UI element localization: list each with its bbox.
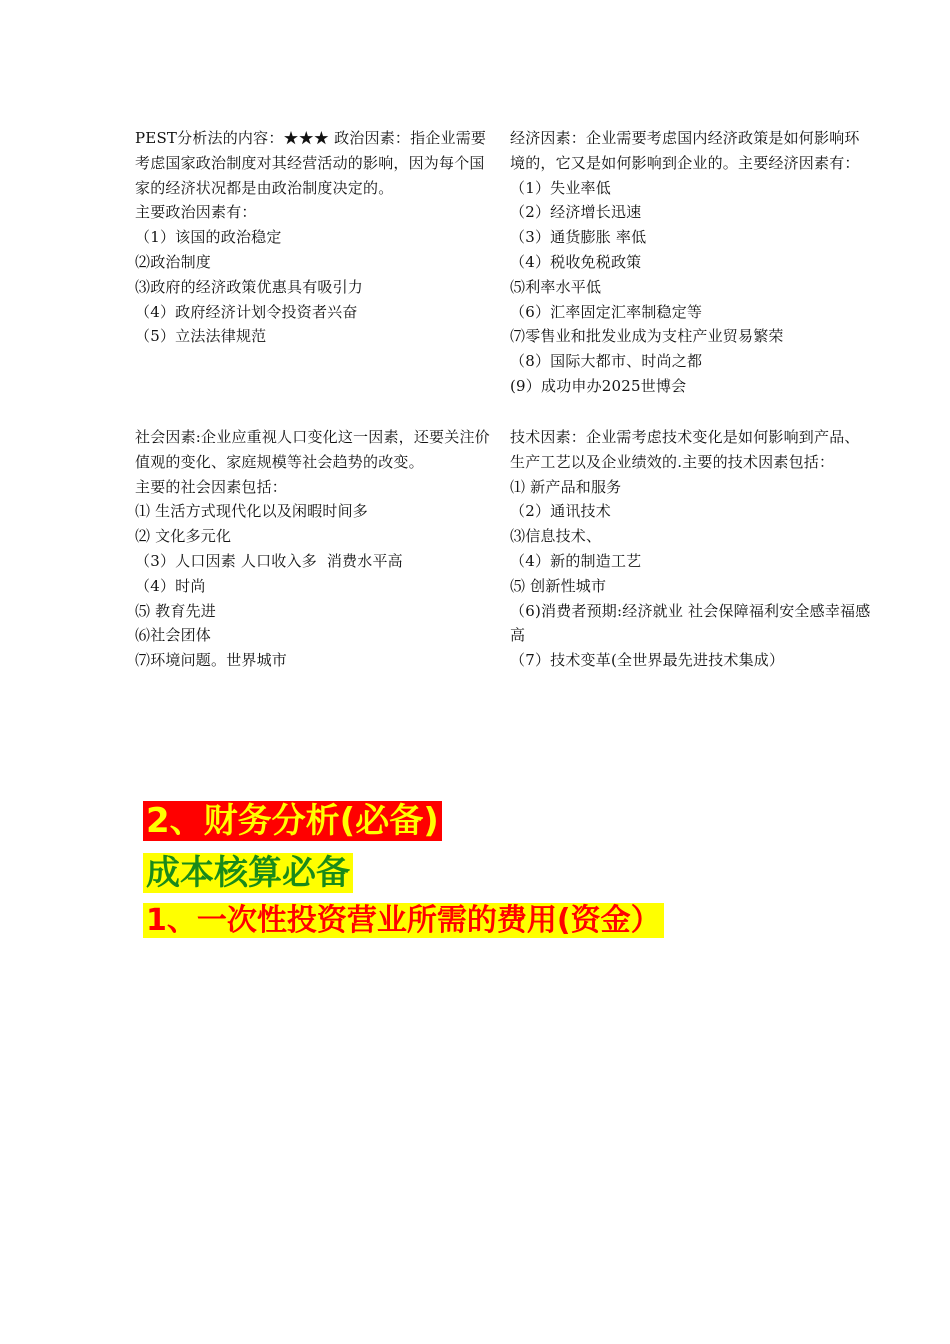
technology-item: （6)消费者预期:经济就业 社会保障福利安全感幸福感高 bbox=[510, 601, 871, 645]
social-heading: 主要的社会因素包括： bbox=[135, 477, 288, 496]
economic-item: （2）经济增长迅速 bbox=[510, 203, 642, 222]
economic-intro: 经济因素：企业需要考虑国内经济政策是如何影响环境的，它又是如何影响到企业的。主要经济因素有： bbox=[510, 129, 860, 172]
cost-accounting-heading-text: 成本核算必备 bbox=[143, 853, 353, 893]
investment-heading-text: 1、一次性投资营业所需的费用(资金） bbox=[143, 903, 664, 938]
political-item: （4）政府经济计划令投资者兴奋 bbox=[135, 302, 358, 321]
economic-item: ⑺零售业和批发业成为支柱产业贸易繁荣 bbox=[510, 327, 784, 346]
economic-item: （3）通货膨胀 率低 bbox=[510, 228, 647, 247]
economic-item: （8）国际大都市、时尚之都 bbox=[510, 352, 703, 371]
social-item: ⑴ 生活方式现代化以及闲暇时间多 bbox=[135, 502, 368, 521]
technology-item: ⑶信息技术、 bbox=[510, 527, 602, 546]
social-item: ⑵ 文化多元化 bbox=[135, 527, 232, 546]
technology-factors-section bbox=[510, 425, 872, 673]
political-intro: PEST分析法的内容：★★★ 政治因素：指企业需要考虑国家政治制度对其经营活动的影响，因为每个国家的经济状况都是由政治制度决定的。 bbox=[135, 129, 487, 197]
economic-factors-section bbox=[510, 126, 872, 399]
social-item: ⑺环境问题。世界城市 bbox=[135, 651, 288, 670]
economic-item: ⑸利率水平低 bbox=[510, 277, 602, 296]
economic-item: (9）成功申办2025世博会 bbox=[510, 376, 687, 395]
technology-item: ⑴ 新产品和服务 bbox=[510, 477, 622, 496]
finance-analysis-heading bbox=[143, 798, 442, 844]
technology-item: （2）通讯技术 bbox=[510, 502, 611, 521]
political-factors-section bbox=[135, 126, 495, 349]
social-item: ⑹社会团体 bbox=[135, 626, 212, 645]
technology-intro: 技术因素：企业需考虑技术变化是如何影响到产品、生产工艺以及企业绩效的.主要的技术因素包括： bbox=[510, 428, 860, 471]
political-item: （5）立法法律规范 bbox=[135, 327, 267, 346]
social-item: （4）时尚 bbox=[135, 576, 206, 595]
social-item: （3）人口因素 人口收入多 消费水平高 bbox=[135, 551, 403, 570]
social-item: ⑸ 教育先进 bbox=[135, 601, 216, 620]
technology-item: （7）技术变革(全世界最先进技术集成） bbox=[510, 651, 785, 670]
social-intro: 社会因素:企业应重视人口变化这一因素，还要关注价值观的变化、家庭规模等社会趋势的改变。 bbox=[135, 428, 490, 471]
political-item: （1）该国的政治稳定 bbox=[135, 228, 282, 247]
social-factors-section bbox=[135, 425, 497, 673]
technology-item: （4）新的制造工艺 bbox=[510, 551, 642, 570]
political-item: ⑵政治制度 bbox=[135, 252, 212, 271]
cost-accounting-heading bbox=[143, 850, 353, 896]
finance-analysis-heading-text: 2、财务分析(必备) bbox=[143, 801, 442, 841]
economic-item: （1）失业率低 bbox=[510, 178, 611, 197]
investment-heading bbox=[143, 900, 664, 942]
economic-item: （6）汇率固定汇率制稳定等 bbox=[510, 302, 703, 321]
technology-item: ⑸ 创新性城市 bbox=[510, 576, 607, 595]
political-heading: 主要政治因素有： bbox=[135, 203, 257, 222]
political-item: ⑶政府的经济政策优惠具有吸引力 bbox=[135, 277, 364, 296]
economic-item: （4）税收免税政策 bbox=[510, 252, 642, 271]
